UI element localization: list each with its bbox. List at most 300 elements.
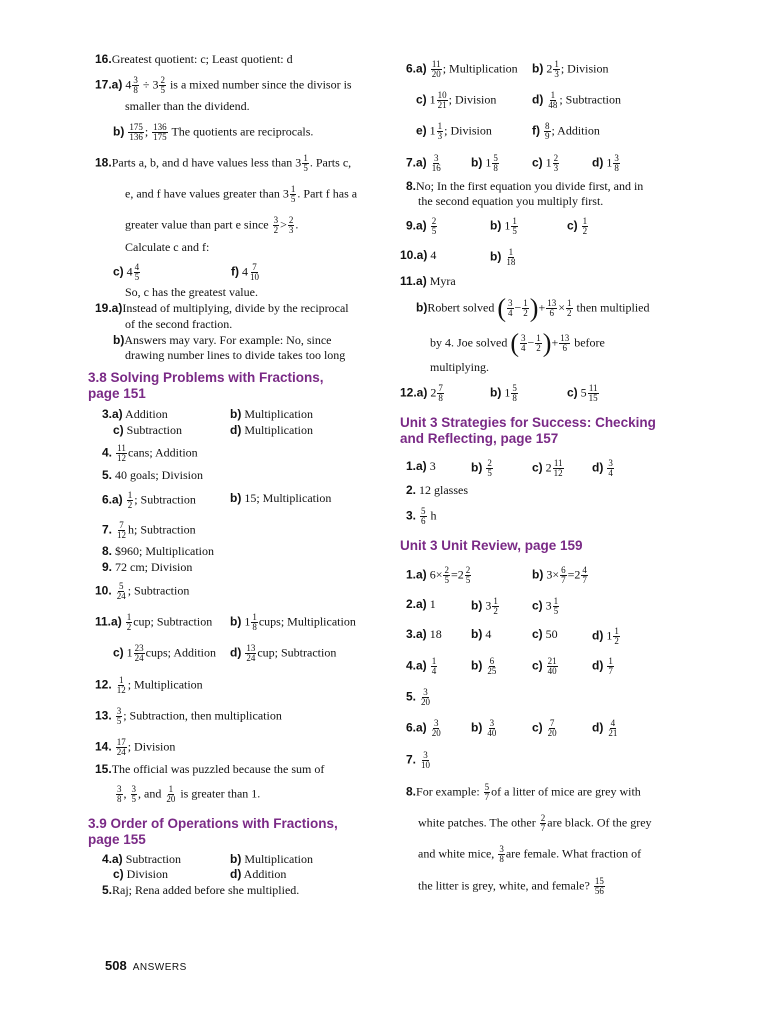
question-label: 3.a) xyxy=(102,407,123,421)
section-page: and Reflecting, page 157 xyxy=(400,431,559,446)
fraction: $\frac{23}{24}$ xyxy=(134,643,144,663)
answer-text: and white mice, xyxy=(418,846,495,861)
question-label: 2.a) xyxy=(406,597,427,611)
part-label: b) xyxy=(230,491,242,505)
fraction: $\frac{4}{21}$ xyxy=(608,718,618,738)
answer-text: Addition xyxy=(125,407,168,421)
part-label: d) xyxy=(592,460,604,475)
part-label: b) xyxy=(490,385,502,400)
answer-text: before xyxy=(574,335,605,350)
fraction: $\frac{1}{2}$ xyxy=(127,490,133,510)
part-label: b) xyxy=(490,249,502,264)
answer-v4d xyxy=(592,657,615,676)
mixed-whole: 2 xyxy=(545,460,552,475)
answer-text: 72 cm; Division xyxy=(115,560,193,574)
answer-18-c xyxy=(113,263,141,282)
answer-17a-cont: smaller than the dividend. xyxy=(125,99,250,113)
part-label: c) xyxy=(113,423,124,437)
part-label: b) xyxy=(230,407,242,421)
operator: × xyxy=(558,300,566,315)
answer-r7c xyxy=(532,154,560,173)
answer-15-cont xyxy=(115,785,260,804)
answer-v2c xyxy=(532,597,560,616)
answer-text: Robert solved xyxy=(427,300,495,315)
fraction: $\frac{3}{8}$ xyxy=(614,153,619,173)
part-label: b) xyxy=(471,155,483,170)
fraction: $\frac{17}{24}$ xyxy=(116,737,126,757)
answer-text: cans; Addition xyxy=(128,445,198,460)
answer-r10b xyxy=(490,248,517,267)
answer-text: of a litter of mice are grey with xyxy=(491,784,641,799)
operator: − xyxy=(514,300,522,315)
operator: ÷ xyxy=(142,77,150,92)
answer-18-line5: So, c has the greatest value. xyxy=(125,285,258,299)
part-label: b) xyxy=(113,124,125,139)
answer-r10a xyxy=(400,248,436,262)
part-label: c) xyxy=(113,264,124,279)
operator: × xyxy=(552,567,560,582)
answer-16 xyxy=(95,52,293,66)
answer-v5 xyxy=(406,688,432,707)
fraction: $\frac{8}{9}$ xyxy=(545,121,550,141)
answer-11c xyxy=(113,644,216,663)
answer-v3b xyxy=(471,627,491,641)
fraction: $\frac{3}{4}$ xyxy=(508,298,513,318)
mixed-whole: 1 xyxy=(429,92,436,107)
answer-10 xyxy=(95,582,189,601)
operator: × xyxy=(435,567,443,582)
fraction: $\frac{11}{15}$ xyxy=(588,383,598,403)
question-number: 10. xyxy=(95,583,112,598)
fraction: $\frac{5}{8}$ xyxy=(493,153,498,173)
fraction: $\frac{7}{8}$ xyxy=(438,383,443,403)
answer-text: Answers may vary. For example: No, since xyxy=(124,333,332,347)
question-label: 6.a) xyxy=(102,492,123,507)
part-label: d) xyxy=(532,92,544,107)
fraction: $\frac{1}{2}$ xyxy=(126,612,132,632)
answer-text: ; Multiplication xyxy=(127,677,203,692)
mixed-whole: 1 xyxy=(429,123,436,138)
part-label: d) xyxy=(592,720,604,735)
part-label: c) xyxy=(532,658,543,673)
fraction: $\frac{3}{40}$ xyxy=(487,718,497,738)
operator: = xyxy=(567,567,575,582)
question-number: 5. xyxy=(102,468,113,482)
operator: = xyxy=(450,567,458,582)
answer-3b xyxy=(230,407,313,421)
fraction: $\frac{3}{8}$ xyxy=(117,784,122,804)
answer-v2b xyxy=(471,597,500,616)
answer-text: are female. What fraction of xyxy=(505,846,642,861)
answer-8 xyxy=(102,544,214,558)
part-label: c) xyxy=(113,645,124,660)
part-label: c) xyxy=(532,155,543,170)
fraction: $\frac{3}{20}$ xyxy=(431,718,441,738)
answer-text: is greater than 1. xyxy=(180,786,261,801)
answer-text: the litter is grey, white, and female? xyxy=(418,878,590,893)
mixed-whole: 2 xyxy=(574,567,581,582)
answer-text: Parts a, b, and d have values less than 3 xyxy=(111,155,302,170)
part-label: b) xyxy=(532,567,544,582)
fraction: $\frac{1}{2}$ xyxy=(493,596,498,616)
answer-r6a xyxy=(406,60,518,79)
part-label: d) xyxy=(230,645,242,660)
question-number: 14. xyxy=(95,739,112,754)
answer-4 xyxy=(102,444,198,463)
separator: , xyxy=(123,786,127,801)
answer-v1a xyxy=(406,566,472,585)
answer-r9a xyxy=(406,217,438,236)
question-number: 9. xyxy=(102,560,113,574)
question-number: 18. xyxy=(95,155,112,170)
part-label: d) xyxy=(592,155,604,170)
part-label: c) xyxy=(532,460,543,475)
answer-17b xyxy=(113,123,313,142)
fraction: $\frac{3}{5}$ xyxy=(131,784,136,804)
part-label: b) xyxy=(471,598,483,613)
mixed-whole: 1 xyxy=(485,155,492,170)
answer-v8-line3 xyxy=(418,845,641,864)
question-number: 7. xyxy=(102,522,113,537)
part-label: b) xyxy=(471,627,483,641)
answer-11b xyxy=(230,613,356,632)
answer-text: ; Multiplication xyxy=(442,61,518,76)
answer-text: Subtraction xyxy=(125,852,182,866)
section-heading-unit3-review xyxy=(400,538,583,554)
question-label: 12.a) xyxy=(400,385,428,400)
part-label: e) xyxy=(416,123,427,138)
page-footer xyxy=(105,958,187,974)
answer-text: , and xyxy=(138,786,162,801)
fraction: $\frac{5}{7}$ xyxy=(484,782,490,802)
fraction: $\frac{5}{24}$ xyxy=(116,581,126,601)
answer-text: Division xyxy=(126,867,169,881)
fraction: $\frac{7}{10}$ xyxy=(250,262,259,282)
part-label: f) xyxy=(231,264,239,279)
answer-v1b xyxy=(532,566,589,585)
part-label: b) xyxy=(230,614,242,629)
answer-r6b xyxy=(532,60,609,79)
section-page: page 155 xyxy=(88,832,146,847)
answer-v8-line1 xyxy=(406,783,641,802)
answer-r8-cont: the second equation you multiply first. xyxy=(418,194,604,208)
fraction: $\frac{3}{20}$ xyxy=(421,687,431,707)
right-paren: ) xyxy=(542,328,552,358)
answer-19b-cont: drawing number lines to divide takes too long xyxy=(125,348,346,362)
answer-11d xyxy=(230,644,336,663)
part-label: b) xyxy=(113,333,125,347)
fraction: $\frac{1}{20}$ xyxy=(166,784,176,804)
fraction: $\frac{1}{5}$ xyxy=(512,216,517,236)
answer-3c xyxy=(113,423,182,437)
separator: ; xyxy=(144,124,149,139)
answer-r6d xyxy=(532,91,621,110)
answer-text: ; Subtraction, then multiplication xyxy=(123,708,282,723)
operator: + xyxy=(551,335,559,350)
mixed-whole: 1 xyxy=(504,385,511,400)
answer-19b xyxy=(113,333,332,347)
fraction: $\frac{2}{5}$ xyxy=(431,216,437,236)
fraction: $\frac{2}{7}$ xyxy=(540,813,546,833)
answer-text: The official was puzzled because the sum of xyxy=(111,762,325,776)
question-number: 7. xyxy=(406,752,417,767)
fraction: $\frac{1}{18}$ xyxy=(506,247,516,267)
answer-v6b xyxy=(471,719,498,738)
answer-r9b xyxy=(490,217,519,236)
fraction: $\frac{5}{8}$ xyxy=(512,383,517,403)
answer-text: white patches. The other xyxy=(418,815,536,830)
question-label: 1.a) xyxy=(406,459,427,473)
part-label: b) xyxy=(490,218,502,233)
fraction: $\frac{3}{10}$ xyxy=(421,750,431,770)
answer-u1b xyxy=(471,459,494,478)
mixed-whole: 1 xyxy=(606,155,613,170)
answer-text: Multiplication xyxy=(244,852,313,866)
answer-11a xyxy=(95,613,212,632)
answer-text: Raj; Rena added before she multiplied. xyxy=(112,883,300,897)
answer-12 xyxy=(95,676,203,695)
question-number: 16. xyxy=(95,52,112,66)
answer-r8 xyxy=(406,179,643,193)
part-label: b) xyxy=(230,852,242,866)
answer-v3d xyxy=(592,627,621,646)
fraction: $\frac{15}{56}$ xyxy=(594,876,604,896)
fraction: $\frac{3}{2}$ xyxy=(273,215,279,235)
question-number: 12. xyxy=(95,677,112,692)
question-label: 4.a) xyxy=(406,658,427,673)
fraction: $\frac{4}{5}$ xyxy=(134,262,140,282)
answer-r11b xyxy=(416,293,650,323)
answer-text: ; Subtraction xyxy=(134,492,196,507)
question-number: 15. xyxy=(95,762,112,776)
answer-text: . Part f has a xyxy=(297,186,358,201)
answer-18-f xyxy=(231,263,261,282)
answer-text: 4 xyxy=(485,627,492,641)
factor: 6 xyxy=(429,567,436,582)
answer-19a-cont: of the second fraction. xyxy=(125,317,233,331)
answer-text: are black. Of the grey xyxy=(547,815,652,830)
answer-r6f xyxy=(532,122,600,141)
answer-r6e xyxy=(416,122,492,141)
section-heading-3-9 xyxy=(88,816,338,848)
answer-r12a xyxy=(400,384,445,403)
question-label: 11.a) xyxy=(400,274,427,288)
question-number: 8. xyxy=(406,784,417,799)
fraction: $\frac{13}{24}$ xyxy=(246,643,256,663)
mixed-whole: 2 xyxy=(457,567,464,582)
section-heading-unit3-strategies xyxy=(400,415,656,447)
answer-v7 xyxy=(406,751,432,770)
question-label: 11.a) xyxy=(95,614,122,629)
mixed-whole: 3 xyxy=(485,598,492,613)
section-heading-3-8 xyxy=(88,370,324,402)
part-label: c) xyxy=(532,627,543,641)
answer-5 xyxy=(102,468,203,482)
answer-text: ; Subtraction xyxy=(559,92,621,107)
question-label: 3.a) xyxy=(406,627,427,641)
part-label: c) xyxy=(416,92,427,107)
answer-text: cups; Multiplication xyxy=(258,614,356,629)
answer-v6d xyxy=(592,719,619,738)
part-label: d) xyxy=(592,658,604,673)
answer-text: Myra xyxy=(429,274,456,288)
answer-3d xyxy=(230,423,313,437)
fraction: $\frac{3}{8}$ xyxy=(133,75,138,95)
question-label: 6.a) xyxy=(406,720,427,735)
answer-o4a xyxy=(102,852,181,866)
answer-text: The quotients are reciprocals. xyxy=(171,124,314,139)
mixed-whole: 1 xyxy=(606,628,613,643)
factor: 3 xyxy=(546,567,553,582)
fraction: $\frac{1}{4}$ xyxy=(431,656,437,676)
answer-r7d xyxy=(592,154,621,173)
part-label: b) xyxy=(416,300,428,315)
answer-text: 15; Multiplication xyxy=(244,491,332,505)
fraction: $\frac{11}{12}$ xyxy=(117,443,127,463)
fraction: $\frac{2}{5}$ xyxy=(160,75,165,95)
answer-v3c xyxy=(532,627,558,641)
fraction: $\frac{6}{7}$ xyxy=(561,565,566,585)
answer-v8-line4 xyxy=(418,877,606,896)
question-number: 4. xyxy=(102,445,113,460)
part-label: d) xyxy=(230,423,242,437)
question-label: 1.a) xyxy=(406,567,427,582)
answer-v2a xyxy=(406,597,436,611)
answer-15 xyxy=(95,762,324,776)
fraction: $\frac{1}{3}$ xyxy=(437,121,443,141)
fraction: $\frac{7}{12}$ xyxy=(117,520,127,540)
answer-text: h; Subtraction xyxy=(128,522,196,537)
period: . xyxy=(295,217,299,232)
answer-7 xyxy=(102,521,196,540)
answer-v8-line2 xyxy=(418,814,652,833)
answer-v4c xyxy=(532,657,559,676)
fraction: $\frac{1}{2}$ xyxy=(523,298,528,318)
answer-text: 4 xyxy=(430,248,437,262)
answer-text: 50 xyxy=(545,627,558,641)
fraction: $\frac{1}{5}$ xyxy=(303,153,308,173)
answer-v4a xyxy=(406,657,438,676)
part-label: b) xyxy=(471,658,483,673)
answer-u1d xyxy=(592,459,615,478)
section-page: page 151 xyxy=(88,386,146,401)
fraction: $\frac{11}{12}$ xyxy=(553,458,563,478)
answer-14 xyxy=(95,738,175,757)
page-number: 508 xyxy=(105,958,127,973)
answer-text: ; Division xyxy=(127,739,176,754)
answer-18-line2 xyxy=(125,185,357,204)
question-label: 10.a) xyxy=(400,248,428,262)
part-label: c) xyxy=(567,385,578,400)
answer-text: 1 xyxy=(429,597,436,611)
answer-19a xyxy=(95,301,349,315)
fraction: $\frac{21}{40}$ xyxy=(547,656,557,676)
right-paren: ) xyxy=(529,293,539,323)
answer-text: Addition xyxy=(243,867,287,881)
answer-u1c xyxy=(532,459,565,478)
section-title: 3.9 Order of Operations with Fractions, xyxy=(88,816,338,831)
mixed-whole: 1 xyxy=(126,645,133,660)
question-label: 7.a) xyxy=(406,155,427,170)
answer-u3 xyxy=(406,507,437,526)
fraction: $\frac{13}{6}$ xyxy=(560,333,570,353)
answer-r12c xyxy=(567,384,600,403)
fraction: $\frac{6}{25}$ xyxy=(487,656,497,676)
answer-text: For example: xyxy=(416,784,480,799)
answer-v6a xyxy=(406,719,443,738)
answer-text: is a mixed number since the divisor is xyxy=(169,77,352,92)
answer-text: ; Subtraction xyxy=(127,583,190,598)
fraction: $\frac{3}{16}$ xyxy=(431,153,441,173)
answer-text: greater value than part e since xyxy=(125,217,269,232)
fraction: $\frac{1}{2}$ xyxy=(567,298,572,318)
part-label: b) xyxy=(471,720,483,735)
answer-18-line4: Calculate c and f: xyxy=(125,240,210,254)
part-label: c) xyxy=(567,218,578,233)
question-label: 17.a) xyxy=(95,77,123,92)
footer-label: ANSWERS xyxy=(132,962,187,973)
answer-v6c xyxy=(532,719,559,738)
answer-text: . Parts c, xyxy=(309,155,352,170)
mixed-whole: 1 xyxy=(545,155,552,170)
fraction: $\frac{11}{20}$ xyxy=(431,59,441,79)
question-number: 5. xyxy=(406,689,417,704)
mixed-whole: 3 xyxy=(545,598,552,613)
question-label: 19.a) xyxy=(95,301,123,315)
answer-r11b-cont xyxy=(430,328,605,358)
answer-text: $960; Multiplication xyxy=(115,544,215,558)
question-number: 2. xyxy=(406,483,417,497)
fraction: $\frac{3}{4}$ xyxy=(521,333,526,353)
mixed-whole: 4 xyxy=(242,264,248,279)
mixed-whole: 2 xyxy=(430,385,437,400)
answer-text: ; Division xyxy=(560,61,609,76)
question-number: 8. xyxy=(102,544,113,558)
mixed-whole: 1 xyxy=(244,614,251,629)
mixed-whole: 1 xyxy=(504,218,511,233)
answer-text: 12 glasses xyxy=(419,483,469,497)
fraction: $\frac{1}{7}$ xyxy=(608,656,613,676)
fraction: $\frac{2}{3}$ xyxy=(553,153,559,173)
answer-17a xyxy=(95,76,352,95)
part-label: c) xyxy=(113,867,124,881)
answer-text: No; In the first equation you divide first, and in xyxy=(416,179,644,193)
operator: > xyxy=(280,217,287,232)
fraction: $\frac{1}{2}$ xyxy=(614,626,619,646)
operator: − xyxy=(527,335,535,350)
fraction: $\frac{3}{5}$ xyxy=(116,706,122,726)
question-label: 9.a) xyxy=(406,218,427,233)
fraction: $\frac{1}{5}$ xyxy=(553,596,559,616)
answer-18-line3 xyxy=(125,216,298,235)
question-label: 6.a) xyxy=(406,61,427,76)
answer-text: Greatest quotient: c; Least quotient: d xyxy=(111,52,293,66)
question-number: 8. xyxy=(406,179,417,193)
answer-text: cup; Subtraction xyxy=(257,645,337,660)
answer-6a xyxy=(102,491,196,510)
fraction: $\frac{4}{7}$ xyxy=(582,565,587,585)
fraction: $\frac{2}{5}$ xyxy=(444,565,449,585)
fraction: $\frac{1}{8}$ xyxy=(252,612,257,632)
answer-text: h xyxy=(430,508,437,523)
question-number: 3. xyxy=(406,508,417,523)
answer-text: 3 xyxy=(429,459,436,473)
part-label: c) xyxy=(532,720,543,735)
fraction: $\frac{3}{4}$ xyxy=(608,458,613,478)
answer-text: ; Division xyxy=(448,92,497,107)
section-title: 3.8 Solving Problems with Fractions, xyxy=(88,370,324,385)
part-label: c) xyxy=(532,598,543,613)
